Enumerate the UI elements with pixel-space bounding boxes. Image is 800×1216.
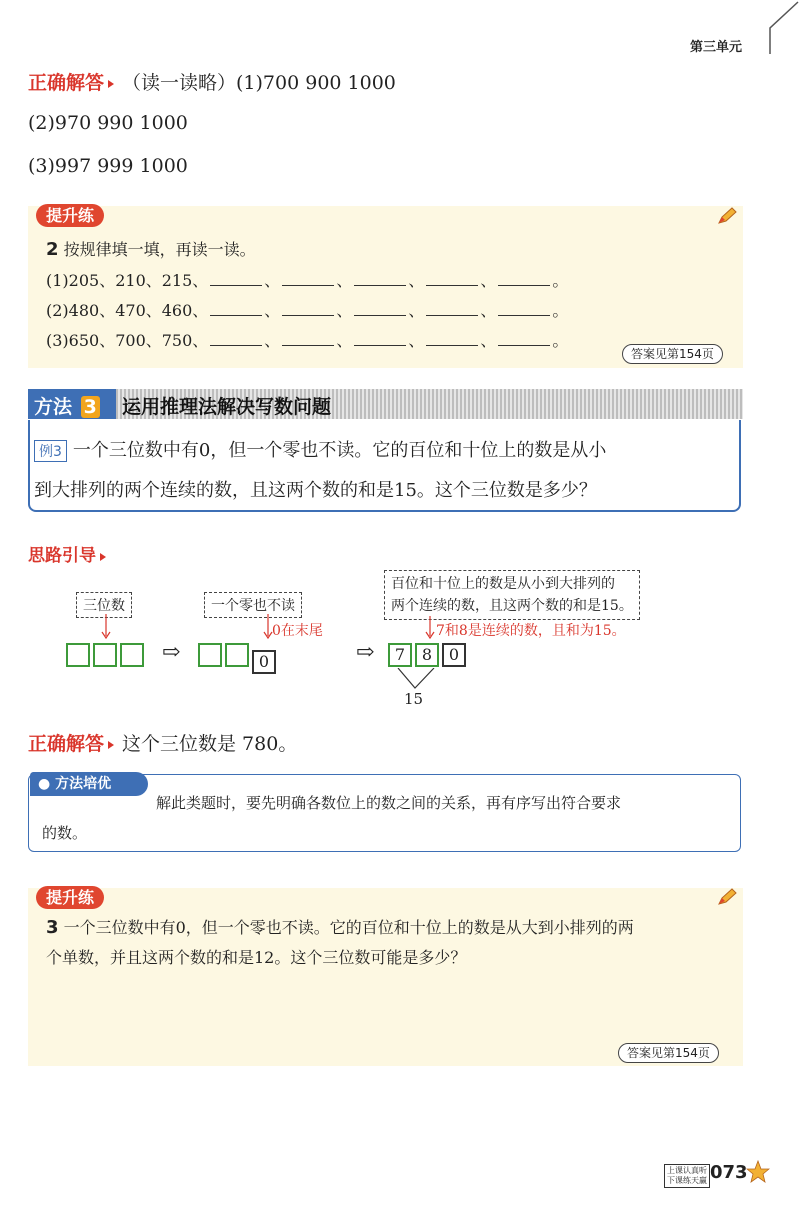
arrow-icon: ⇨	[162, 640, 181, 665]
practice2-row2: (2)480、470、460、 、 、 、 、 。	[46, 301, 569, 320]
step1-arrow	[100, 614, 112, 642]
triangle-icon	[108, 80, 114, 88]
example-tag: 例3	[34, 440, 67, 462]
triangle-icon	[108, 741, 114, 749]
tip-line2: 的数。	[42, 824, 88, 842]
corner-line	[756, 0, 800, 56]
practice2-badge: 提升练	[36, 203, 104, 226]
practice2-row3: (3)650、700、750、 、 、 、 、 。	[46, 331, 569, 350]
step3-arrow	[424, 616, 436, 642]
guide-label-wrap	[28, 541, 114, 566]
step3-note: 7和8是连续的数，且和为15。	[436, 623, 626, 639]
step3-label: 百位和十位上的数是从小到大排列的 两个连续的数，且这两个数的和是15。	[384, 570, 640, 620]
triangle-icon	[100, 553, 106, 561]
sum-value: 15	[404, 690, 424, 708]
practice3-line2: 个单数，并且这两个数的和是12。这个三位数可能是多少？	[46, 948, 467, 967]
pencil-icon	[716, 887, 738, 907]
page-number: 073	[710, 1162, 748, 1183]
practice3-badge: 提升练	[36, 885, 104, 908]
footer-slogan: 上课认真听 下课练天赢	[664, 1164, 710, 1188]
step3-boxes: 7 8 0	[388, 643, 469, 667]
example-line1: 例3 一个三位数中有0，但一个零也不读。它的百位和十位上的数是从小	[34, 436, 606, 462]
tip-title: ● 方法培优	[30, 772, 148, 796]
arrow-icon: ⇨	[356, 640, 375, 665]
answer2-line: 正确解答 这个三位数是 780。	[28, 733, 298, 755]
practice2-question: 2 按规律填一填，再读一读。	[46, 239, 256, 260]
answer1-line3: (3)997 999 1000	[28, 155, 188, 177]
practice3-line1: 3 一个三位数中有0，但一个零也不读。它的百位和十位上的数是从大到小排列的两	[46, 917, 634, 938]
tip-line1: 解此类题时，要先明确各数位上的数之间的关系，再有序写出符合要求	[156, 794, 622, 812]
practice2-row1: (1)205、210、215、 、 、 、 、 。	[46, 271, 569, 290]
practice3-answer-ref: 答案见第154页	[618, 1042, 719, 1061]
practice2-answer-ref: 答案见第154页	[622, 343, 723, 362]
sum-bracket	[396, 668, 436, 690]
star-icon	[746, 1160, 770, 1184]
step2-note: 0在末尾	[272, 623, 323, 639]
answer2-label: 正确解答	[28, 733, 105, 755]
answer1-label: 正确解答	[28, 72, 105, 94]
unit-header: 第三单元	[690, 40, 743, 55]
step2-boxes: 0	[198, 643, 279, 674]
method-label: 方法 3	[34, 392, 100, 419]
pencil-icon	[716, 206, 738, 226]
answer1-line1: 正确解答 （读一读略）(1)700 900 1000	[28, 72, 396, 94]
method-title: 运用推理法解决写数问题	[122, 396, 332, 418]
step1-boxes	[66, 643, 147, 671]
step1-label: 三位数	[76, 592, 132, 618]
answer1-line2: (2)970 990 1000	[28, 112, 188, 134]
step2-label: 一个零也不读	[204, 592, 302, 618]
method-number: 3	[81, 396, 100, 418]
guide-label: 思路引导	[28, 546, 96, 566]
example-line2: 到大排列的两个连续的数，且这两个数的和是15。这个三位数是多少？	[34, 480, 597, 501]
